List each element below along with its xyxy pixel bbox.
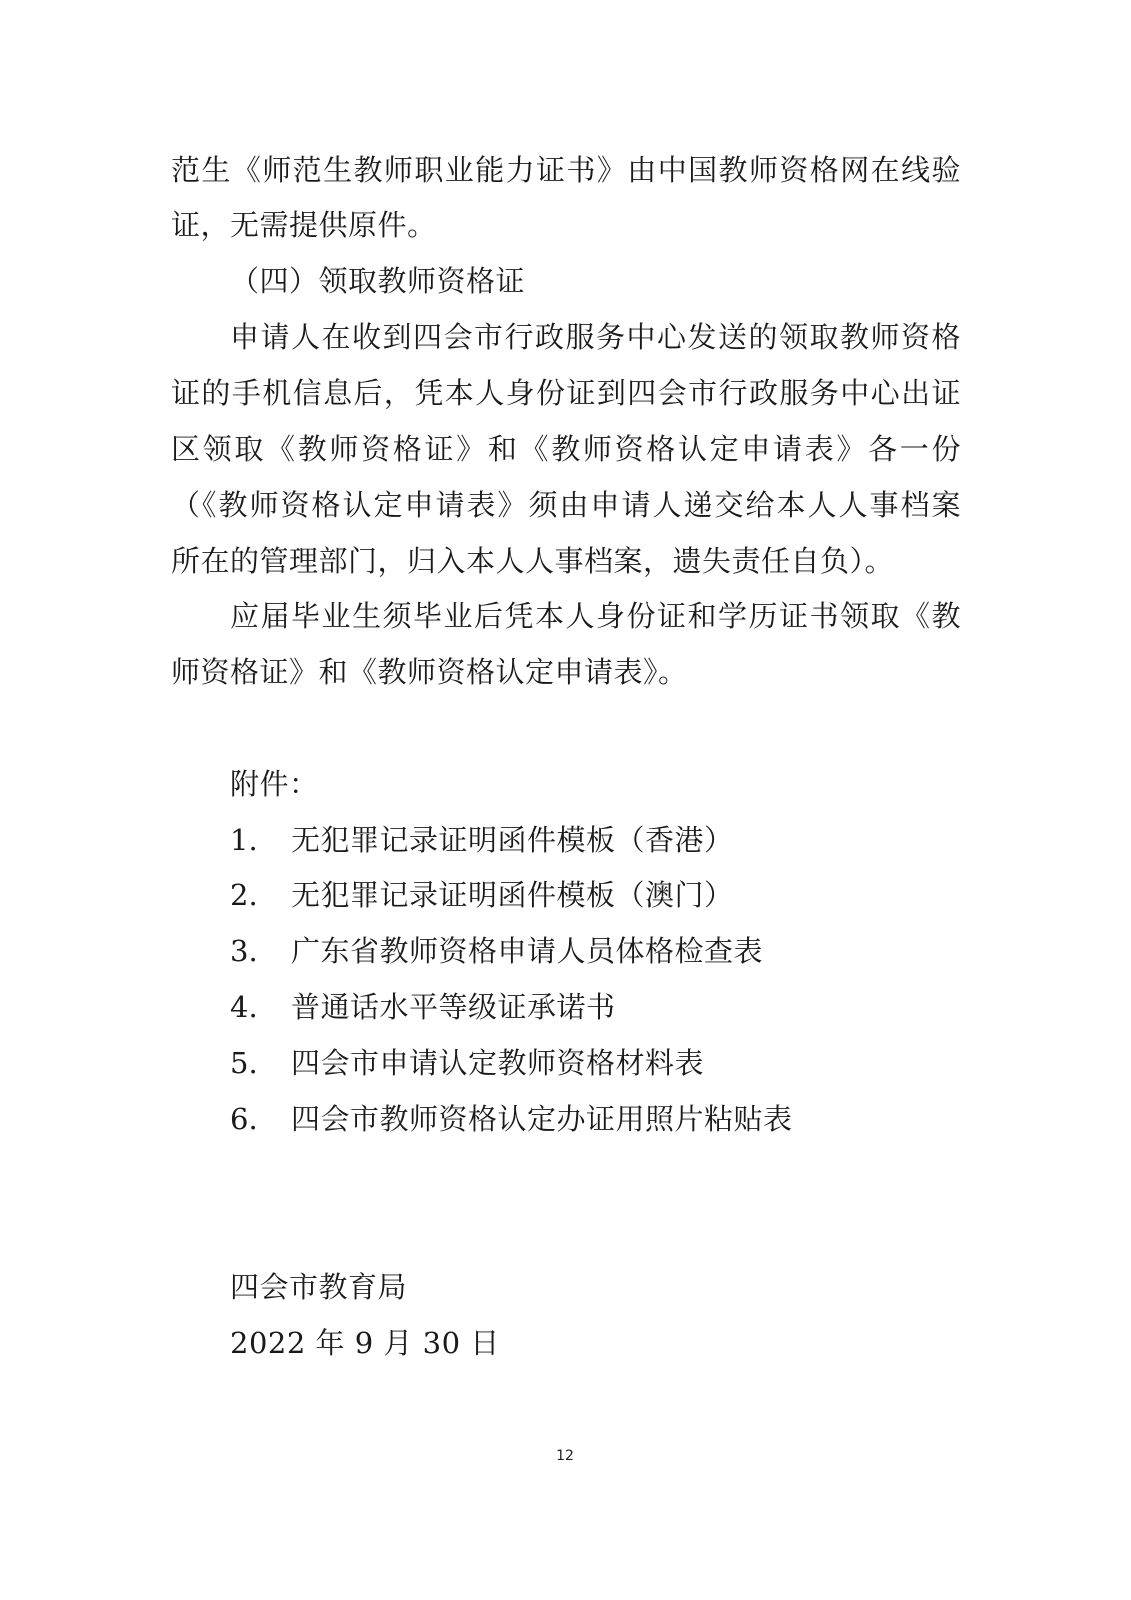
paragraph-line: 证，无需提供原件。 <box>171 208 437 242</box>
page-number: 12 <box>556 1448 574 1464</box>
attachments-label: 附件： <box>230 767 319 801</box>
list-item-number: 1. <box>230 823 258 857</box>
section-heading: （四）领取教师资格证 <box>230 264 526 298</box>
list-item-text: 普通话水平等级证承诺书 <box>291 990 616 1024</box>
list-item-number: 6. <box>230 1102 258 1136</box>
paragraph-line: 应届毕业生须毕业后凭本人身份证和学历证书领取《教 <box>230 599 961 633</box>
list-item-text: 四会市申请认定教师资格材料表 <box>291 1046 705 1080</box>
paragraph-line: 范生《师范生教师职业能力证书》由中国教师资格网在线验 <box>171 153 961 187</box>
list-item-text: 无犯罪记录证明函件模板（香港） <box>291 823 734 857</box>
paragraph-line: （《教师资格认定申请表》须由申请人递交给本人人事档案 <box>171 488 961 522</box>
list-item-number: 4. <box>230 990 258 1024</box>
paragraph-line: 申请人在收到四会市行政服务中心发送的领取教师资格 <box>230 320 961 354</box>
list-item-text: 四会市教师资格认定办证用照片粘贴表 <box>291 1102 793 1136</box>
signature-date: 2022 年 9 月 30 日 <box>230 1326 500 1360</box>
list-item-number: 2. <box>230 878 258 912</box>
signature-organization: 四会市教育局 <box>230 1270 408 1304</box>
paragraph-line: 所在的管理部门，归入本人人事档案，遗失责任自负）。 <box>171 544 895 578</box>
list-item-text: 无犯罪记录证明函件模板（澳门） <box>291 878 734 912</box>
paragraph-line: 证的手机信息后，凭本人身份证到四会市行政服务中心出证 <box>171 376 961 410</box>
list-item-number: 3. <box>230 934 258 968</box>
paragraph-line: 师资格证》和《教师资格认定申请表》。 <box>171 655 688 689</box>
list-item-number: 5. <box>230 1046 258 1080</box>
paragraph-line: 区领取《教师资格证》和《教师资格认定申请表》各一份 <box>171 432 961 466</box>
list-item-text: 广东省教师资格申请人员体格检查表 <box>291 934 764 968</box>
